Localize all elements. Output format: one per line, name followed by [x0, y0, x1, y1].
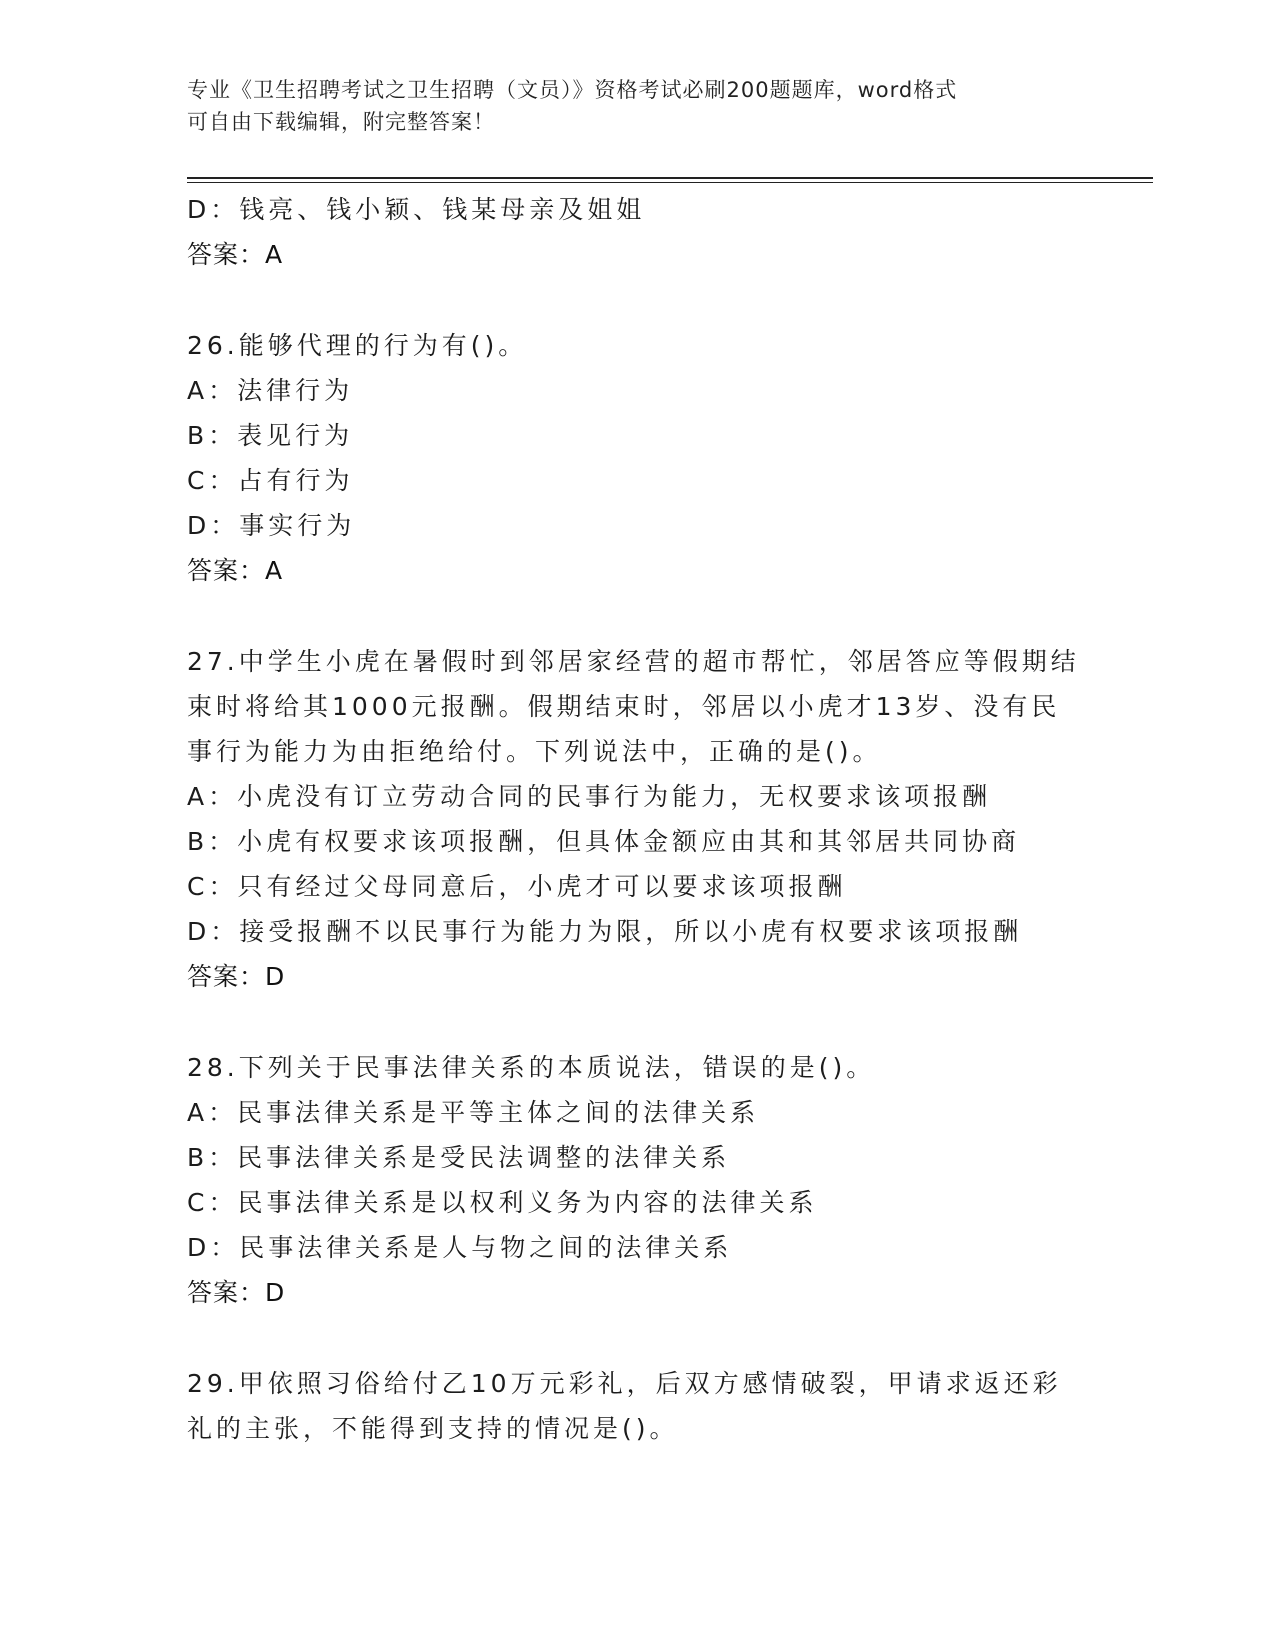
question-25 [187, 187, 1087, 278]
question-stem: 28.下列关于民事法律关系的本质说法，错误的是()。 [187, 1053, 876, 1082]
question-27 [187, 639, 1087, 1000]
option-c: C：民事法律关系是以权利义务为内容的法律关系 [187, 1188, 818, 1217]
question-28 [187, 1045, 1087, 1316]
option-d: D：钱亮、钱小颖、钱某母亲及姐姐 [187, 195, 646, 224]
spacer [187, 1000, 1087, 1045]
question-29 [187, 1361, 1087, 1451]
header-divider-thick [187, 177, 1153, 179]
spacer [187, 278, 1087, 323]
option-b: B：小虎有权要求该项报酬，但具体金额应由其和其邻居共同协商 [187, 827, 1021, 856]
spacer [187, 1316, 1087, 1361]
question-stem-line-2: 礼的主张，不能得到支持的情况是()。 [187, 1414, 679, 1443]
question-stem-line-3: 事行为能力为由拒绝给付。下列说法中，正确的是()。 [187, 737, 882, 766]
question-26 [187, 323, 1087, 594]
question-stem: 26.能够代理的行为有()。 [187, 331, 528, 360]
spacer [187, 594, 1087, 639]
header-line-2: 可自由下载编辑，附完整答案！ [187, 110, 495, 134]
option-d: D：事实行为 [187, 511, 356, 540]
option-d: D：接受报酬不以民事行为能力为限，所以小虎有权要求该项报酬 [187, 917, 1023, 946]
option-a: A：民事法律关系是平等主体之间的法律关系 [187, 1098, 760, 1127]
answer: 答案：D [187, 1278, 286, 1307]
document-header [187, 74, 1067, 138]
answer: 答案：D [187, 962, 286, 991]
option-c: C：只有经过父母同意后，小虎才可以要求该项报酬 [187, 872, 847, 901]
option-b: B：民事法律关系是受民法调整的法律关系 [187, 1143, 731, 1172]
answer: 答案：A [187, 240, 284, 269]
option-d: D：民事法律关系是人与物之间的法律关系 [187, 1233, 733, 1262]
option-a: A：法律行为 [187, 376, 354, 405]
header-divider-thin [187, 182, 1153, 183]
header-line-1: 专业《卫生招聘考试之卫生招聘（文员）》资格考试必刷200题题库，word格式 [187, 78, 958, 102]
question-stem-line-1: 29.甲依照习俗给付乙10万元彩礼，后双方感情破裂，甲请求返还彩 [187, 1369, 1062, 1398]
answer: 答案：A [187, 556, 284, 585]
option-c: C：占有行为 [187, 466, 354, 495]
option-b: B：表见行为 [187, 421, 354, 450]
question-stem-line-2: 束时将给其1000元报酬。假期结束时，邻居以小虎才13岁、没有民 [187, 692, 1061, 721]
option-a: A：小虎没有订立劳动合同的民事行为能力，无权要求该项报酬 [187, 782, 992, 811]
question-stem-line-1: 27.中学生小虎在暑假时到邻居家经营的超市帮忙，邻居答应等假期结 [187, 647, 1080, 676]
question-list [187, 187, 1087, 1451]
